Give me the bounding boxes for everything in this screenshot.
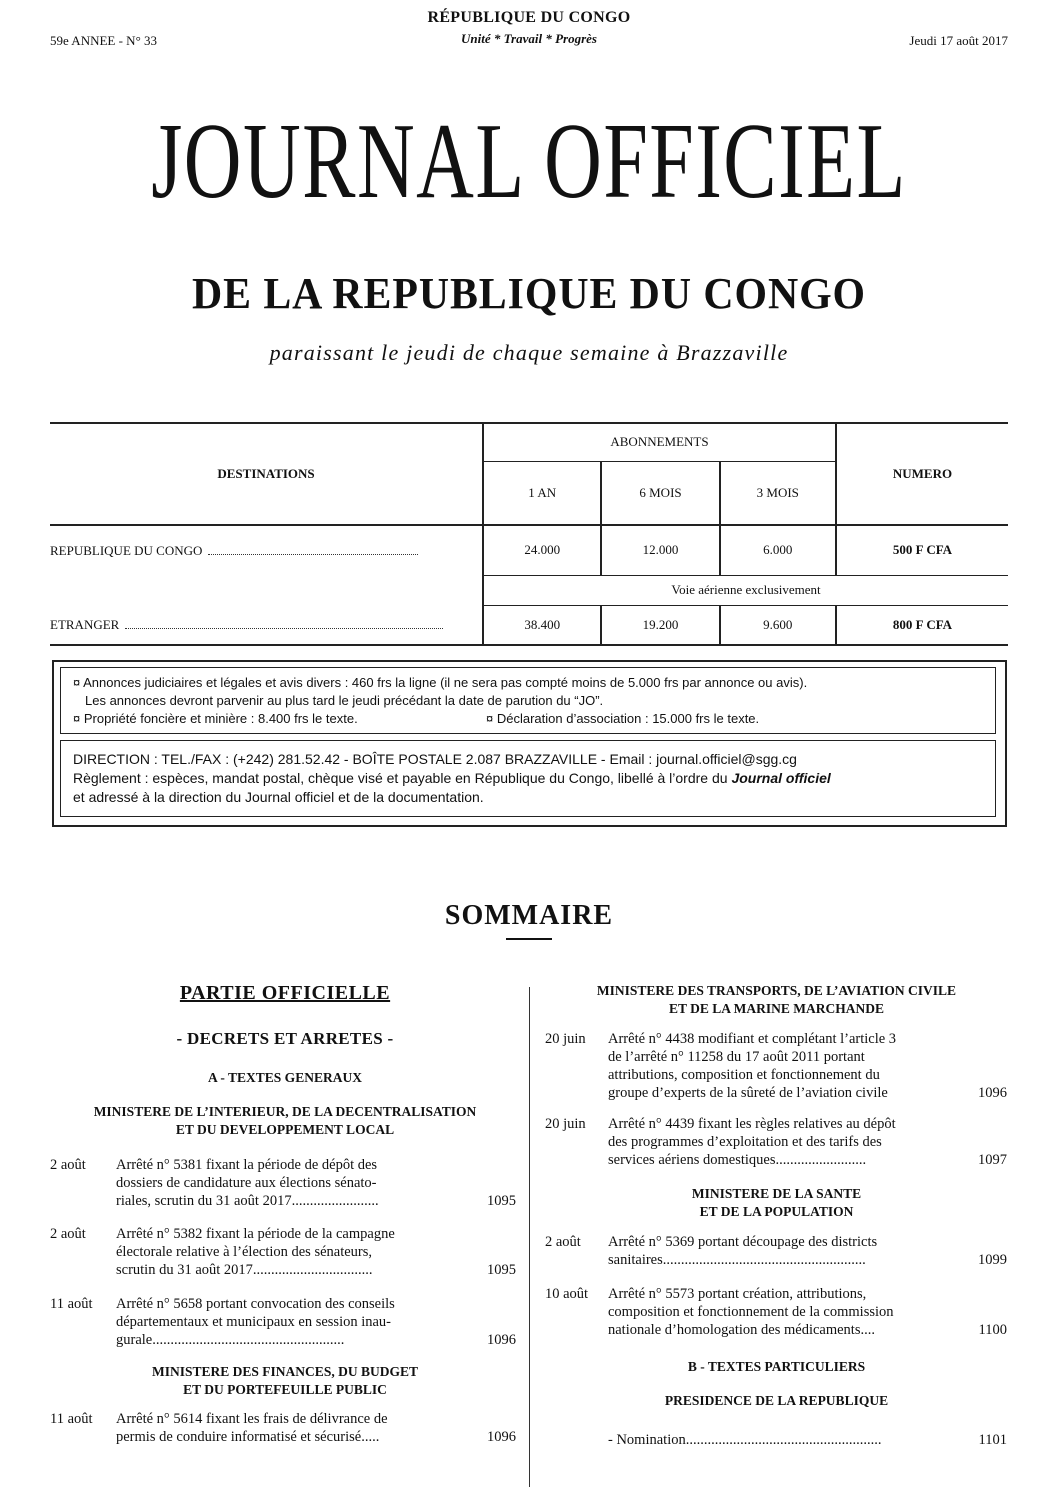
partie-heading: PARTIE OFFICIELLE — [179, 982, 391, 1004]
sommaire-entry — [50, 1295, 516, 1351]
masthead-subtitle: DE LA REPUBLIQUE DU CONGO — [191, 269, 867, 318]
entry-line: nationale d’homologation des médicaments.... — [608, 1322, 875, 1338]
entry-date: 2 août — [50, 1226, 86, 1242]
entry-text — [608, 1030, 960, 1102]
entry-line: groupe d’experts de la sûreté de l’aviation civile — [608, 1085, 888, 1101]
issue-number: 59e ANNEE - N° 33 — [50, 33, 158, 48]
price-cell: 19.200 — [601, 605, 719, 645]
entry-date: 20 juin — [545, 1116, 586, 1132]
entry-page: 1095 — [487, 1193, 516, 1209]
entry-text — [116, 1156, 461, 1210]
masthead-title: JOURNAL OFFICIEL — [151, 102, 907, 221]
contact-box — [60, 740, 996, 817]
ministry-heading: PRESIDENCE DE LA REPUBLIQUE — [664, 1393, 889, 1408]
notice-line: ¤ Annonces judiciaires et légales et avis divers : 460 frs la ligne (il ne sera pas compté moins de 5.000 frs par annonce ou avis). — [73, 675, 808, 690]
entry-line: - Nomination...................................................... — [608, 1432, 882, 1448]
entry-date: 10 août — [545, 1286, 589, 1302]
reglement-line — [73, 770, 831, 786]
period-header: 6 MOIS — [601, 461, 719, 525]
entry-line: électorale relative à l’élection des sénateurs, — [116, 1244, 373, 1260]
ministry-line: ET DU DEVELOPPEMENT LOCAL — [175, 1122, 395, 1137]
ministry-heading — [545, 982, 1008, 1018]
ministry-heading — [545, 1185, 1008, 1221]
entry-text — [608, 1115, 960, 1169]
reglement-text: Règlement : espèces, mandat postal, chèque visé et payable en République du Congo, libellé à l’ordre du — [73, 770, 728, 786]
entry-line: Arrêté n° 5573 portant création, attributions, — [608, 1286, 867, 1302]
section-heading: B - TEXTES PARTICULIERS — [687, 1359, 866, 1374]
price-cell: 9.600 — [720, 605, 836, 645]
entry-page: 1101 — [978, 1432, 1007, 1448]
sommaire-entry — [545, 1431, 1007, 1451]
entry-line: Arrêté n° 4439 fixant les règles relatives au dépôt — [608, 1116, 896, 1132]
price-cell: 12.000 — [601, 525, 719, 575]
entry-line: composition et fonctionnement de la commission — [608, 1304, 894, 1320]
entry-text — [608, 1285, 960, 1339]
entry-date: 20 juin — [545, 1031, 586, 1047]
numero-cell: 800 F CFA — [836, 605, 1008, 645]
destinations-header: DESTINATIONS — [50, 423, 483, 525]
ministry-heading — [50, 1363, 520, 1399]
sommaire-entry — [545, 1233, 1007, 1271]
sommaire-entry — [545, 1285, 1007, 1341]
entry-page: 1095 — [487, 1262, 516, 1278]
ministry-line: MINISTERE DES TRANSPORTS, DE L’AVIATION CIVILE — [596, 983, 957, 998]
header-devise: Unité * Travail * Progrès — [460, 31, 597, 46]
decrets-heading: - DECRETS ET ARRETES - — [176, 1029, 394, 1048]
entry-line: dossiers de candidature aux élections sénato- — [116, 1175, 377, 1191]
destination-label: REPUBLIQUE DU CONGO — [50, 542, 203, 558]
ministry-line: ET DE LA MARINE MARCHANDE — [668, 1001, 885, 1016]
sommaire-entry — [545, 1115, 1007, 1171]
entry-line: Arrêté n° 5614 fixant les frais de délivrance de — [116, 1411, 388, 1427]
tarif-notice-box — [60, 667, 996, 734]
entry-line: Arrêté n° 4438 modifiant et complétant l’article 3 — [608, 1031, 897, 1047]
issue-date: Jeudi 17 août 2017 — [909, 33, 1008, 48]
sommaire-entry — [545, 1030, 1007, 1104]
ministry-line: MINISTERE DE LA SANTE — [691, 1186, 862, 1201]
ministry-line: ET DU PORTEFEUILLE PUBLIC — [183, 1382, 387, 1397]
entry-line: Arrêté n° 5658 portant convocation des conseils — [116, 1296, 395, 1312]
spacer-cell — [50, 575, 483, 605]
entry-page: 1096 — [487, 1429, 516, 1445]
reglement-line-end: et adressé à la direction du Journal officiel et de la documentation. — [73, 789, 484, 805]
entry-line: riales, scrutin du 31 août 2017........................ — [116, 1193, 379, 1209]
masthead-tagline: paraissant le jeudi de chaque semaine à Brazzaville — [269, 340, 789, 365]
entry-line: scrutin du 31 août 2017................................. — [116, 1262, 373, 1278]
price-cell: 24.000 — [483, 525, 601, 575]
header-republique: RÉPUBLIQUE DU CONGO — [427, 9, 631, 26]
sommaire-title: SOMMAIRE — [444, 900, 614, 931]
notice-line: ¤ Déclaration d’association : 15.000 frs le texte. — [486, 711, 760, 726]
notice-line: ¤ Propriété foncière et minière : 8.400 frs le texte. — [73, 711, 358, 726]
sommaire-entry — [50, 1156, 516, 1212]
period-header: 3 MOIS — [720, 461, 836, 525]
entry-date: 11 août — [50, 1296, 93, 1312]
entry-line: de l’arrêté n° 11258 du 17 août 2011 portant — [608, 1049, 865, 1065]
voie-note: Voie aérienne exclusivement — [483, 575, 1008, 605]
ministry-line: MINISTERE DES FINANCES, DU BUDGET — [152, 1364, 418, 1379]
entry-text — [116, 1295, 461, 1349]
entry-date: 2 août — [50, 1157, 86, 1173]
entry-text — [608, 1233, 960, 1269]
leader-dots — [125, 619, 443, 629]
entry-line: services aériens domestiques......................... — [608, 1152, 867, 1168]
leader-dots — [208, 545, 418, 555]
entry-line: permis de conduire informatisé et sécurisé..... — [116, 1429, 380, 1445]
direction-line: DIRECTION : TEL./FAX : (+242) 281.52.42 - BOÎTE POSTALE 2.087 BRAZZAVILLE - Email : journal.officiel@sgg.cg — [73, 751, 797, 767]
entry-page: 1096 — [978, 1085, 1007, 1101]
price-cell: 38.400 — [483, 605, 601, 645]
sommaire-entry — [50, 1225, 516, 1281]
destination-cell — [50, 605, 483, 645]
sommaire-entry — [50, 1410, 516, 1450]
entry-page: 1097 — [978, 1152, 1007, 1168]
entry-line: Arrêté n° 5382 fixant la période de la campagne — [116, 1226, 395, 1242]
entry-line: Arrêté n° 5369 portant découpage des districts — [608, 1234, 878, 1250]
entry-line: attributions, composition et fonctionnement du — [608, 1067, 880, 1083]
column-divider — [529, 987, 530, 1487]
entry-date: 11 août — [50, 1411, 93, 1427]
section-heading: A - TEXTES GENERAUX — [208, 1070, 362, 1085]
destination-cell — [50, 525, 483, 575]
entry-date: 2 août — [545, 1234, 581, 1250]
entry-line: gurale..................................................... — [116, 1332, 345, 1348]
entry-text — [116, 1225, 461, 1279]
numero-header: NUMERO — [836, 423, 1008, 525]
price-cell: 6.000 — [720, 525, 836, 575]
entry-text — [116, 1410, 461, 1446]
abonnements-header: ABONNEMENTS — [483, 423, 836, 461]
ministry-heading — [50, 1103, 520, 1139]
entry-line: des programmes d’exploitation et des tarifs des — [608, 1134, 882, 1150]
subscription-table — [50, 422, 1008, 646]
entry-page: 1096 — [487, 1332, 516, 1348]
period-header: 1 AN — [483, 461, 601, 525]
notice-line: Les annonces devront parvenir au plus tard le jeudi précédant la date de parution du “JO”. — [85, 693, 604, 708]
ministry-line: MINISTERE DE L’INTERIEUR, DE LA DECENTRALISATION — [93, 1104, 477, 1119]
ministry-line: ET DE LA POPULATION — [699, 1204, 854, 1219]
entry-line: départementaux et municipaux en session inau- — [116, 1314, 392, 1330]
entry-line: sanitaires........................................................ — [608, 1252, 866, 1268]
entry-line: Arrêté n° 5381 fixant la période de dépôt des — [116, 1157, 378, 1173]
numero-cell: 500 F CFA — [836, 525, 1008, 575]
destination-label: ETRANGER — [50, 616, 120, 632]
title-underline — [506, 938, 552, 940]
journal-name: Journal officiel — [731, 770, 831, 786]
entry-page: 1099 — [978, 1252, 1007, 1268]
entry-page: 1100 — [978, 1322, 1007, 1338]
